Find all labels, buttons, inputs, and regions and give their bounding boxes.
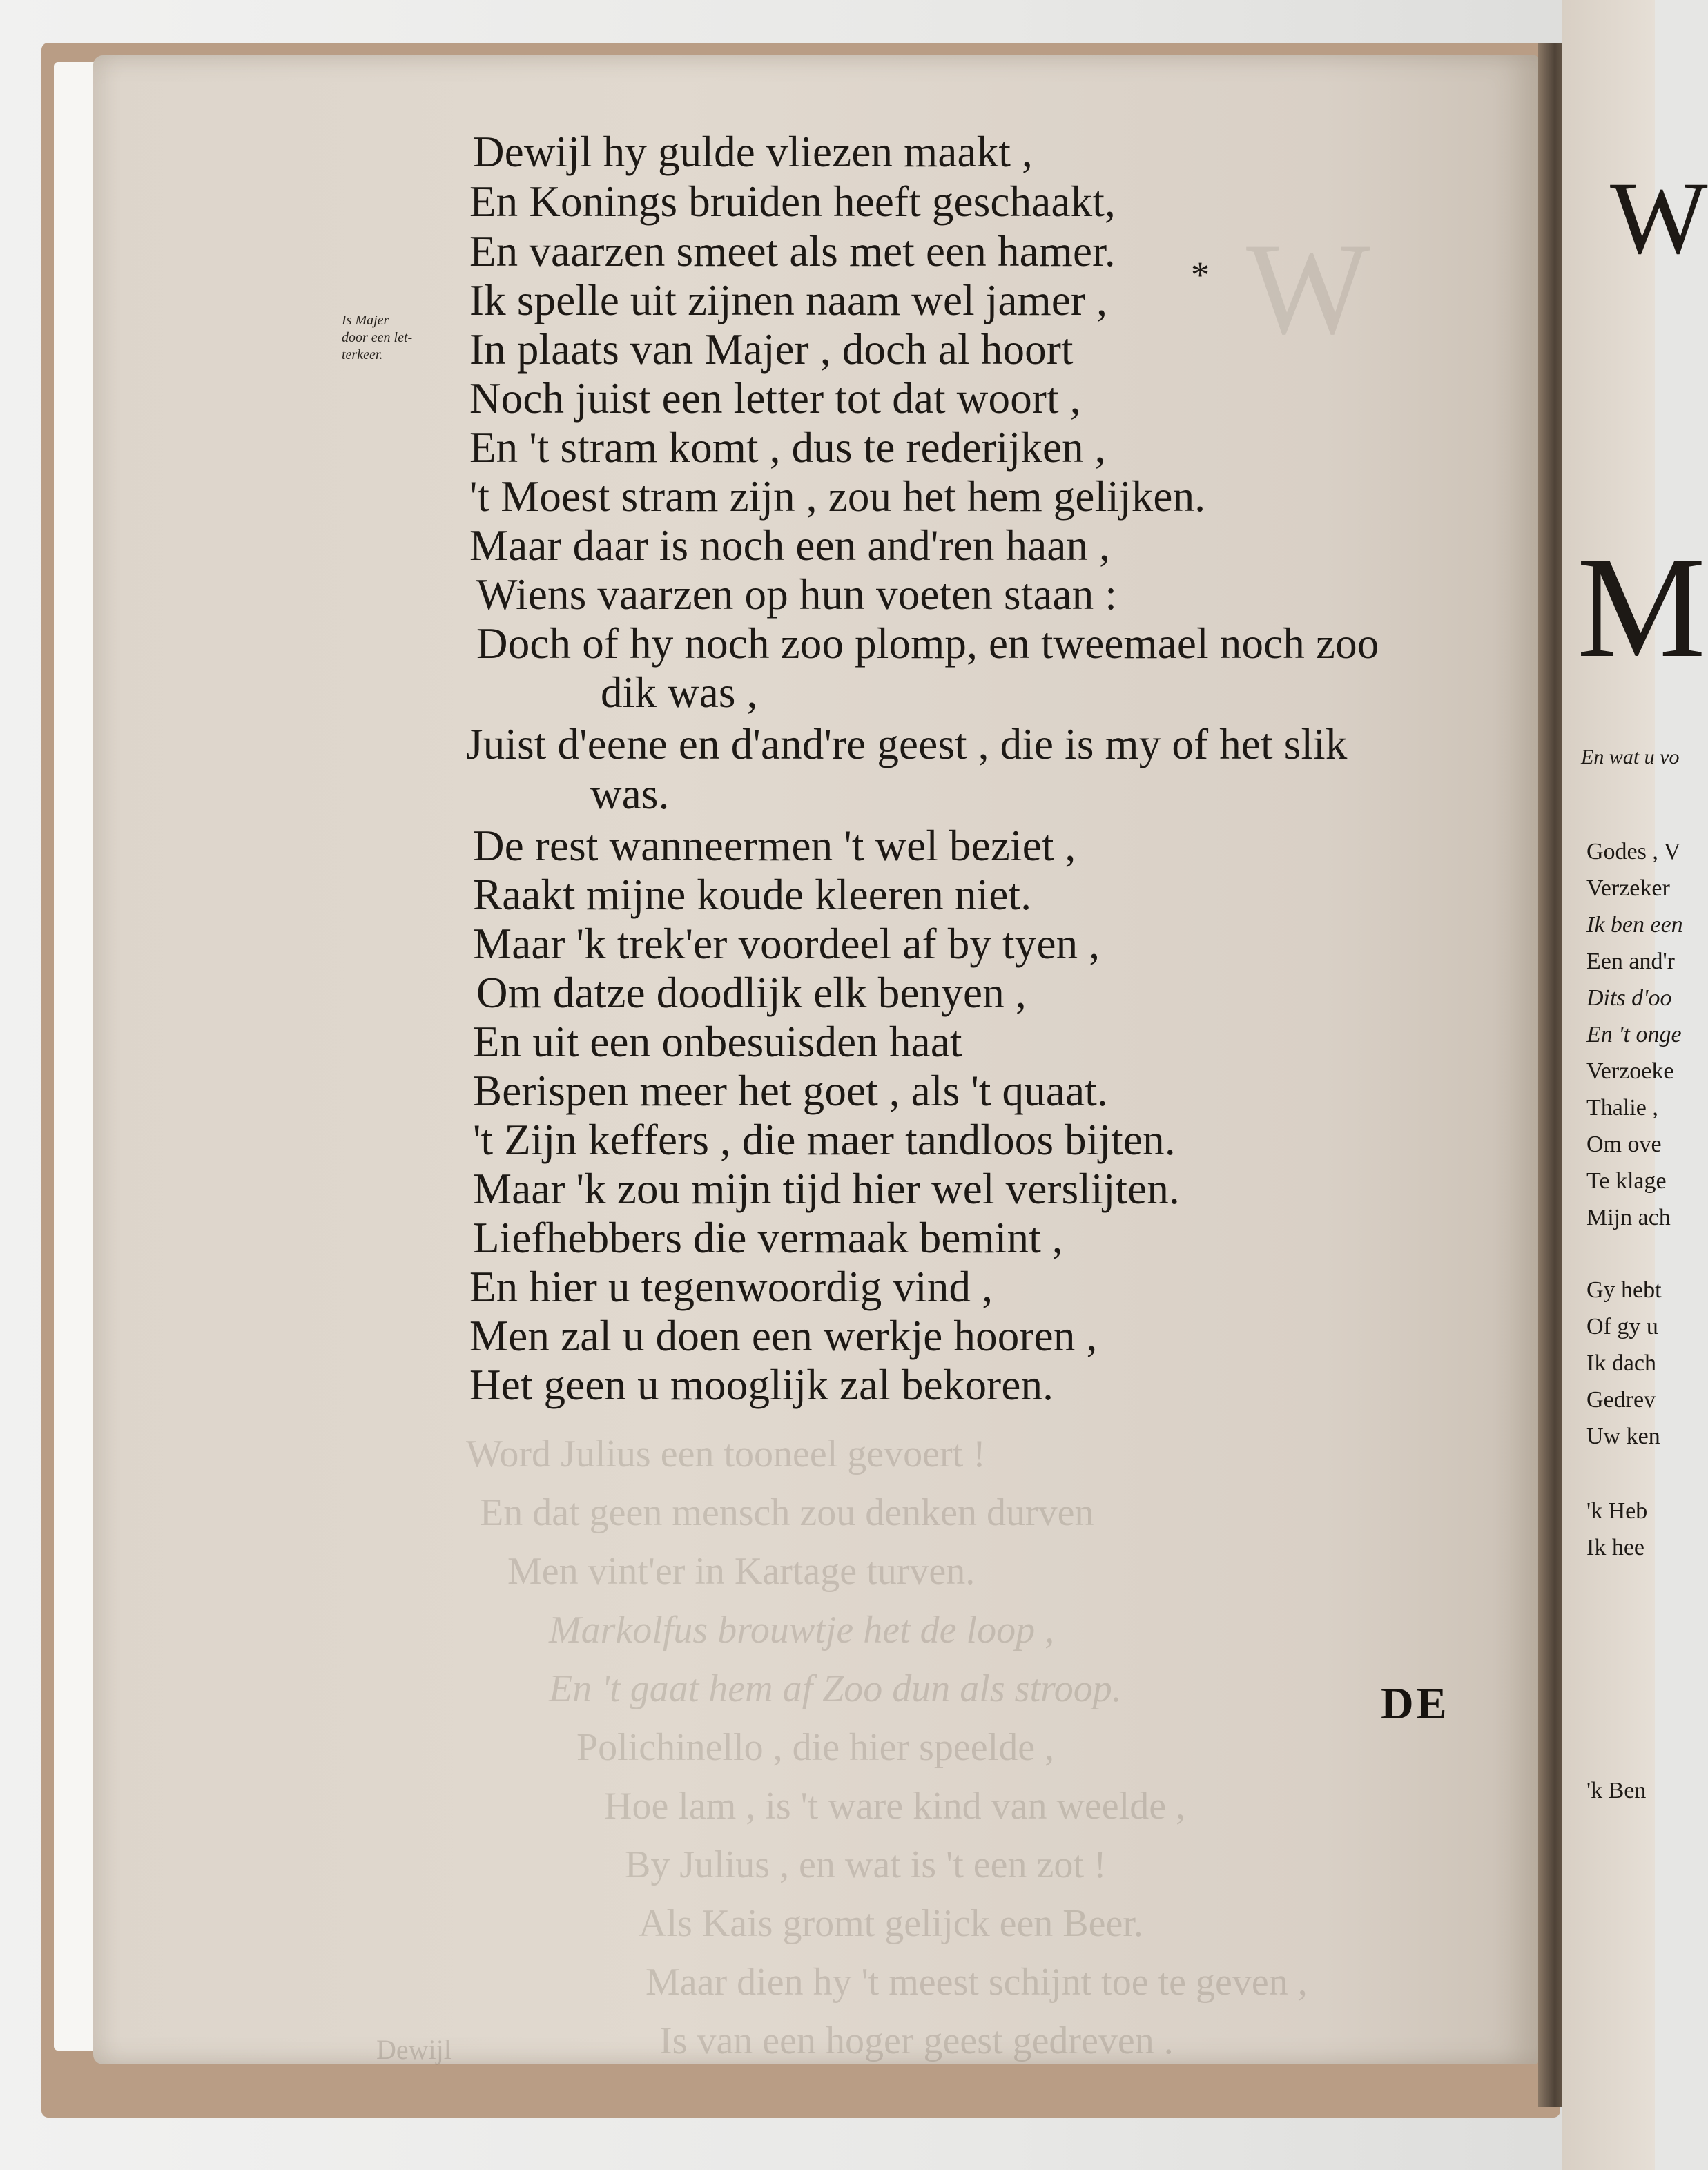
- verse-line: was.: [590, 770, 670, 818]
- verse-line: En hier u tegenwoordig vind ,: [469, 1263, 993, 1311]
- verse-line: Noch juist een letter tot dat woort ,: [469, 374, 1081, 423]
- verse-line: En Konings bruiden heeft geschaakt,: [469, 177, 1116, 226]
- catchword: DE: [1381, 1678, 1450, 1729]
- verse-line: Raakt mijne koude kleeren niet.: [473, 871, 1032, 919]
- verse-line: Berispen meer het goet , als 't quaat.: [473, 1067, 1108, 1115]
- facing-page: W M En wat u vo Godes , V Verzeker Ik ben een Een and'r Dits d'oo En 't onge Verzoeke Thalie , Om ove Te klage Mijn ach Gy hebt Of gy u Ik dach Gedrev Uw ken 'k Heb Ik hee 'k Ben: [1562, 0, 1655, 2170]
- verse-line: De rest wanneermen 't wel beziet ,: [473, 822, 1076, 870]
- asterisk-mark: *: [1191, 254, 1210, 296]
- verse-line: 't Zijn keffers , die maer tandloos bijten.: [473, 1116, 1176, 1164]
- verse-line: Maar 'k trek'er voordeel af by tyen ,: [473, 920, 1100, 968]
- verse-line: Doch of hy noch zoo plomp, en tweemael noch zoo: [476, 619, 1379, 668]
- facing-page-subtitle: En wat u vo: [1581, 746, 1680, 768]
- verse-line: In plaats van Majer , doch al hoort: [469, 325, 1074, 374]
- facing-page-initial: M: [1577, 527, 1706, 688]
- bleed-through-footer: Dewijl: [376, 2034, 452, 2065]
- verse-line: Juist d'eene en d'and're geest , die is my of het slik: [466, 720, 1348, 768]
- bleed-through-initial: W: [1246, 217, 1370, 362]
- verse-line: Om datze doodlijk elk benyen ,: [476, 969, 1027, 1017]
- verse-line: Liefhebbers die vermaak bemint ,: [473, 1214, 1063, 1262]
- marginal-note: Is Majer door een let- terkeer.: [342, 313, 413, 362]
- verse-line: dik was ,: [601, 668, 758, 717]
- verse-line: Maar 'k zou mijn tijd hier wel verslijten.: [473, 1165, 1180, 1213]
- left-page: W Word Julius een tooneel gevoert ! En dat geen mensch zou denken durven Men vint'er in Kartage turven. Markolfus brouwtje het de loop , En 't gaat hem af Zoo dun als stroop. Polichinello , die hier speelde , Hoe lam , is 't ware kind van weelde , By Julius , en wat is 't een zot ! Als Kais gromt gelijck een Beer. Maar dien hy 't meest schijnt toe te geven , Is van een hoger geest gedreven . Dewijl: [93, 55, 1540, 2064]
- verse-line: Wiens vaarzen op hun voeten staan :: [476, 570, 1118, 619]
- verse-line: En 't stram komt , dus te rederijken ,: [469, 423, 1106, 472]
- verse-line: Ik spelle uit zijnen naam wel jamer ,: [469, 276, 1108, 324]
- verse-line: Dewijl hy gulde vliezen maakt ,: [473, 128, 1033, 176]
- verse-line: Men zal u doen een werkje hooren ,: [469, 1312, 1098, 1360]
- verse-line: Het geen u mooglijk zal bekoren.: [469, 1361, 1054, 1409]
- verse-line: En uit een onbesuisden haat: [473, 1018, 962, 1066]
- verse-line: Maar daar is noch een and'ren haan ,: [469, 521, 1111, 570]
- verse-line: En vaarzen smeet als met een hamer.: [469, 227, 1116, 275]
- verse-line: 't Moest stram zijn , zou het hem gelijken.: [469, 472, 1206, 521]
- facing-page-top-letter: W: [1610, 161, 1708, 275]
